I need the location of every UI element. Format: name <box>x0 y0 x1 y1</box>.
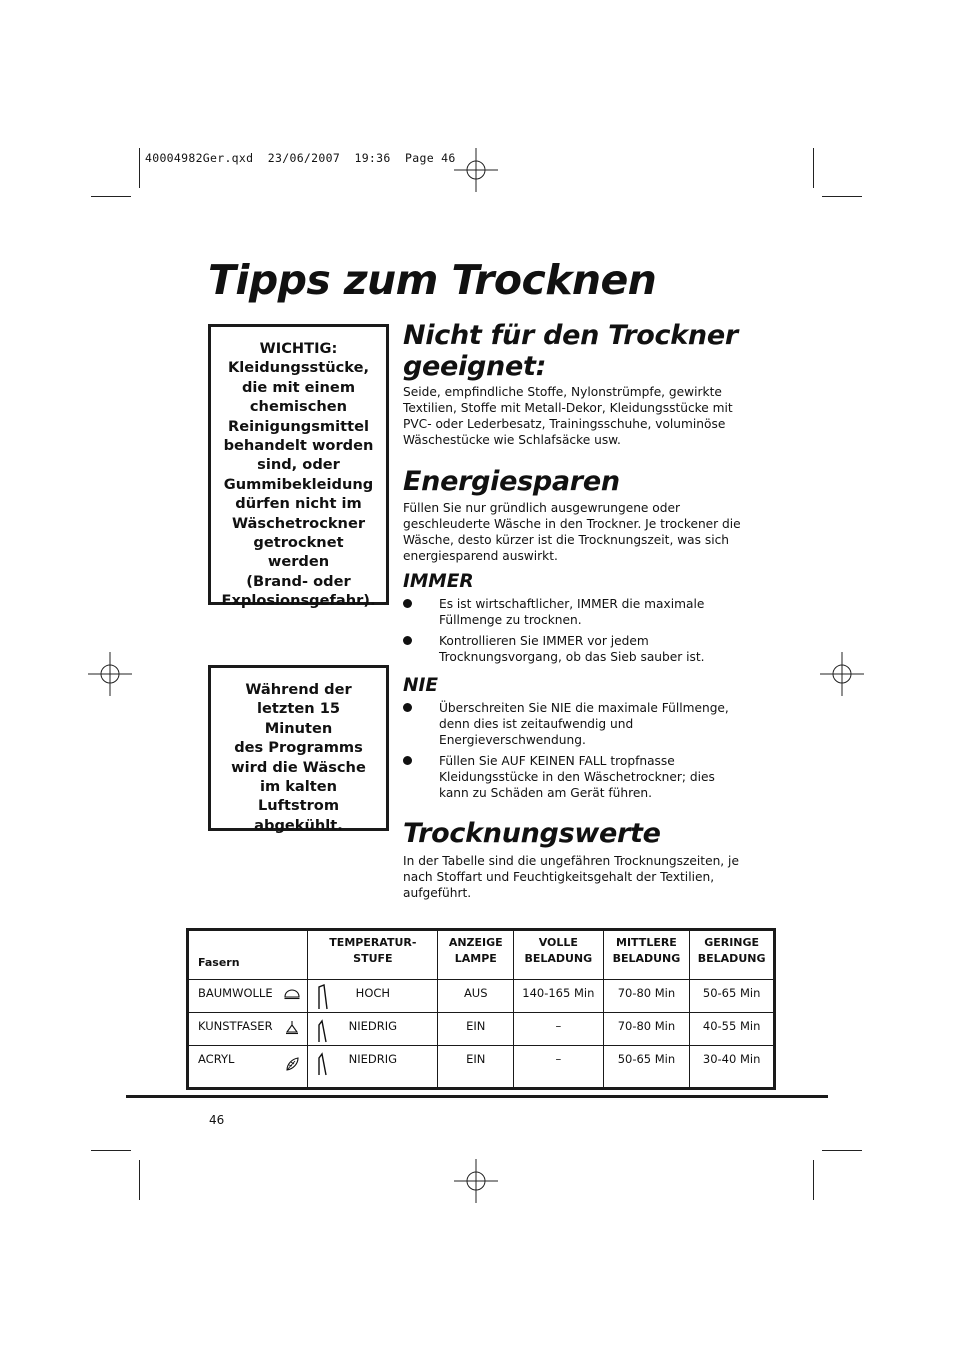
list-item <box>403 633 748 665</box>
temperature-cell <box>308 980 438 1013</box>
list-item <box>403 596 748 628</box>
bullet-icon <box>403 703 412 712</box>
warning-line: Explosionsgefahr). <box>221 592 376 610</box>
warning-line: Reinigungsmittel <box>228 417 369 435</box>
crop-mark <box>813 1160 814 1200</box>
registration-mark-icon <box>454 1159 498 1203</box>
warning-line: WICHTIG: <box>259 340 338 357</box>
warning-line: (Brand- oder <box>246 572 351 590</box>
warning-line: Wäschetrockner <box>231 514 366 532</box>
fiber-label: KUNSTFASER <box>198 1019 273 1033</box>
cooling-line: wird die Wäsche <box>231 758 366 776</box>
warning-box <box>208 324 389 610</box>
cooling-line: Luftstrom <box>257 797 340 815</box>
bullet-icon <box>403 756 412 765</box>
full-load-cell: – <box>514 1013 604 1046</box>
header-line: ANZEIGE <box>448 936 503 949</box>
crop-mark <box>813 148 814 188</box>
heading-line: geeignet: <box>403 351 547 382</box>
medium-load-cell: 50-65 Min <box>603 1046 690 1089</box>
fiber-cell <box>188 1013 308 1046</box>
header-temperature <box>308 930 438 980</box>
table-row <box>188 1046 775 1089</box>
cooling-line: letzten 15 Minuten <box>256 700 341 737</box>
page-number: 46 <box>209 1113 225 1127</box>
fiber-cell <box>188 1046 308 1089</box>
bullet-icon <box>403 599 412 608</box>
fiber-label: BAUMWOLLE <box>198 986 273 1000</box>
header-line: BELADUNG <box>612 952 681 965</box>
never-block <box>403 675 748 801</box>
registration-mark-icon <box>454 148 498 192</box>
acrylic-icon <box>283 1056 301 1072</box>
table-header-row <box>188 930 775 980</box>
header-line: VOLLE <box>538 936 578 949</box>
header-medium-load <box>603 930 690 980</box>
temperature-cell <box>308 1013 438 1046</box>
section-heading <box>403 320 748 382</box>
cooling-line: des Programms <box>234 739 363 757</box>
temperature-cell <box>308 1046 438 1089</box>
warning-line: sind, oder <box>257 456 340 474</box>
header-low-load <box>690 930 775 980</box>
header-line: BELADUNG <box>524 952 593 965</box>
header-line: BELADUNG <box>697 952 766 965</box>
section-heading: Trocknungswerte <box>403 818 661 849</box>
registration-mark-icon <box>88 652 132 696</box>
header-line: TEMPERATUR- <box>329 936 417 949</box>
lamp-cell: EIN <box>438 1046 514 1089</box>
temperature-value: HOCH <box>355 986 391 1000</box>
header-lamp <box>438 930 514 980</box>
crop-mark <box>822 1150 862 1151</box>
list-item <box>403 753 748 801</box>
header-fibers: Fasern <box>188 930 308 980</box>
header-full-load <box>514 930 604 980</box>
lamp-cell: EIN <box>438 1013 514 1046</box>
warning-line: die mit einem <box>241 378 356 396</box>
section-text: Füllen Sie nur gründlich ausgewrungene oder geschleuderte Wäsche in den Trockner. Je trockener die Wäsche, desto kürzer ist die Trocknungszeit, was sich energiesparend auswirkt. <box>403 501 741 563</box>
list-item-text: Es ist wirtschaftlicher, IMMER die maximale Füllmenge zu trocknen. <box>439 597 705 627</box>
always-block <box>403 571 748 665</box>
short-indicator-icon <box>317 1050 329 1076</box>
section-heading: Energiesparen <box>403 466 620 497</box>
cooling-line: Während der <box>245 681 352 698</box>
list-item-text: Kontrollieren Sie IMMER vor jedem Trocknungsvorgang, ob das Sieb sauber ist. <box>439 634 705 664</box>
bullet-icon <box>403 636 412 645</box>
warning-line: behandelt worden <box>223 437 374 455</box>
fiber-label: ACRYL <box>198 1052 235 1066</box>
always-heading: IMMER <box>403 571 474 592</box>
warning-line: getrocknet werden <box>253 534 344 571</box>
fiber-cell <box>188 980 308 1013</box>
section-unsuitable <box>403 320 748 448</box>
crop-mark <box>91 1150 131 1151</box>
cotton-icon <box>283 986 301 1002</box>
full-load-cell: – <box>514 1046 604 1089</box>
header-line: GERINGE <box>704 936 760 949</box>
table-row <box>188 980 775 1013</box>
warning-line: Kleidungsstücke, <box>227 359 370 377</box>
footer-rule <box>126 1095 828 1098</box>
cooling-line: abgekühlt. <box>254 816 343 834</box>
temperature-value: NIEDRIG <box>348 1052 398 1066</box>
section-values <box>403 818 748 901</box>
low-load-cell: 30-40 Min <box>690 1046 775 1089</box>
warning-line: chemischen <box>249 398 348 416</box>
file-slug: 40004982Ger.qxd 23/06/2007 19:36 Page 46 <box>145 151 456 165</box>
temperature-value: NIEDRIG <box>348 1019 398 1033</box>
page-title: Tipps zum Trocknen <box>208 256 657 304</box>
full-load-cell: 140-165 Min <box>514 980 604 1013</box>
synthetic-icon <box>283 1019 301 1035</box>
short-indicator-icon <box>317 1017 329 1043</box>
list-item <box>403 700 748 748</box>
medium-load-cell: 70-80 Min <box>603 980 690 1013</box>
list-item-text: Füllen Sie AUF KEINEN FALL tropfnasse Kleidungsstücke in den Wäschetrockner; dies kann zu Schäden am Gerät führen. <box>439 754 715 800</box>
crop-mark <box>822 196 862 197</box>
header-line: MITTLERE <box>616 936 677 949</box>
table-row <box>188 1013 775 1046</box>
cooling-info-box <box>208 665 389 834</box>
section-energy <box>403 466 748 564</box>
low-load-cell: 50-65 Min <box>690 980 775 1013</box>
never-heading: NIE <box>403 675 439 696</box>
low-load-cell: 40-55 Min <box>690 1013 775 1046</box>
crop-mark <box>91 196 131 197</box>
section-text: In der Tabelle sind die ungefähren Trocknungszeiten, je nach Stoffart und Feuchtigkeitsgehalt der Textilien, aufgeführt. <box>403 854 739 900</box>
crop-mark <box>139 1160 140 1200</box>
drying-table <box>186 928 776 1090</box>
header-line: LAMPE <box>454 952 497 965</box>
warning-line: Gummibekleidung <box>223 475 374 493</box>
list-item-text: Überschreiten Sie NIE die maximale Füllmenge, denn dies ist zeitaufwendig und Energieverschwendung. <box>439 701 729 747</box>
tall-indicator-icon <box>317 984 329 1010</box>
crop-mark <box>139 148 140 188</box>
lamp-cell: AUS <box>438 980 514 1013</box>
medium-load-cell: 70-80 Min <box>603 1013 690 1046</box>
warning-line: dürfen nicht im <box>235 495 362 513</box>
registration-mark-icon <box>820 652 864 696</box>
header-line: STUFE <box>353 952 393 965</box>
cooling-line: im kalten <box>259 778 338 796</box>
section-text: Seide, empfindliche Stoffe, Nylonstrümpfe, gewirkte Textilien, Stoffe mit Metall-Dekor, Kleidungsstücke mit PVC- oder Lederbesatz, Trainingsschuhe, voluminöse Wäschestücke wie Schlafsäcke usw. <box>403 385 733 447</box>
heading-line: Nicht für den Trockner <box>403 320 738 351</box>
